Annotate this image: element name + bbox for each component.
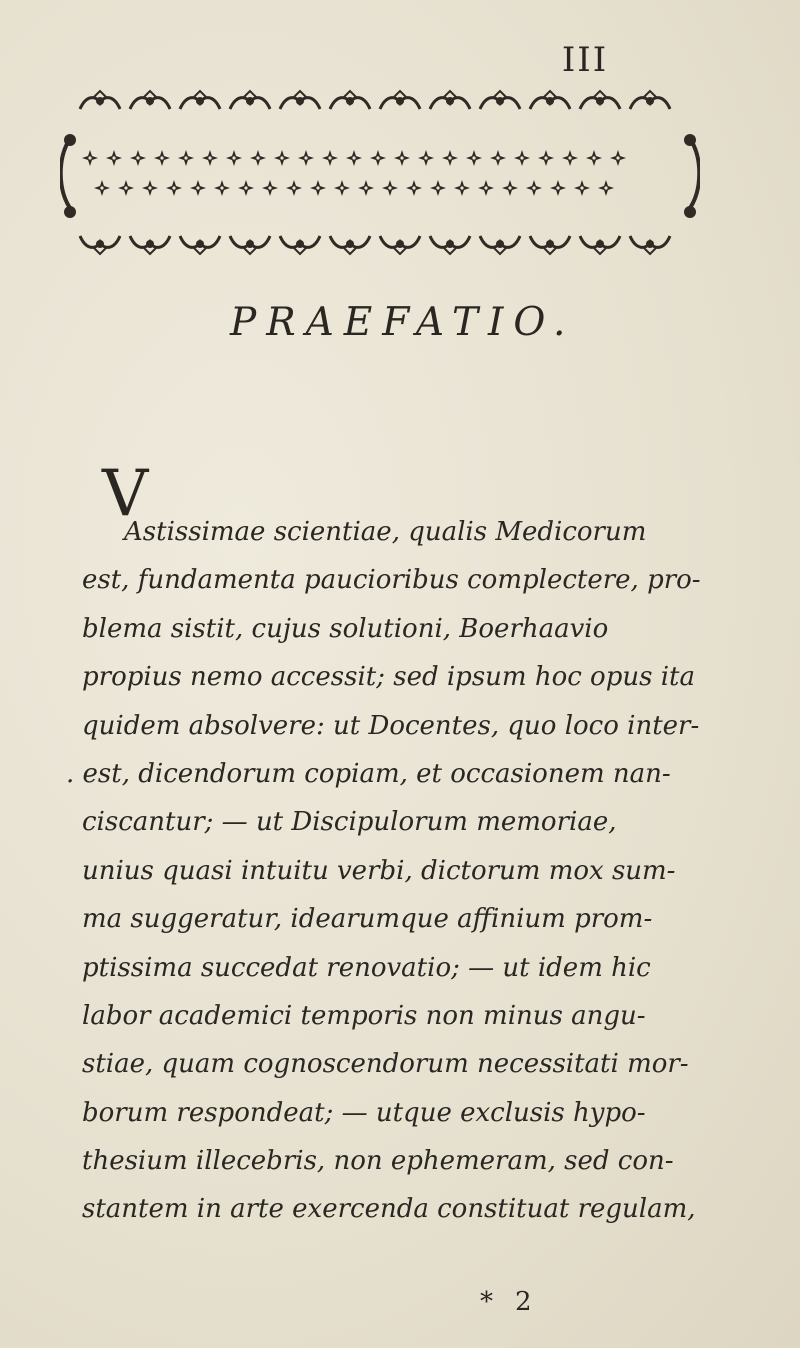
text-line: propius nemo accessit; sed ipsum hoc opus ita — [82, 662, 695, 693]
text-line: labor academici temporis non minus angu- — [82, 1000, 646, 1031]
signature-asterisk: * — [480, 1287, 493, 1317]
floral-headpiece-icon — [60, 80, 700, 310]
signature-number: 2 — [515, 1287, 532, 1317]
preface-text — [66, 508, 732, 1234]
text-line: ma suggeratur, idearumque affinium prom- — [82, 904, 653, 935]
text-line: ptissima succedat renovatio; — ut idem hic — [82, 952, 651, 983]
text-line: est, fundamenta paucioribus complectere, pro- — [82, 565, 701, 596]
signature-mark — [480, 1287, 532, 1317]
text-line: stantem in arte exercenda constituat regulam, — [82, 1194, 696, 1225]
text-line: unius quasi intuitu verbi, dictorum mox sum- — [82, 855, 676, 886]
page-number: III — [561, 40, 609, 80]
text-line: borum respondeat; — utque exclusis hypo- — [82, 1097, 646, 1128]
text-line: ciscantur; — ut Discipulorum memoriae, — [82, 807, 617, 838]
drop-cap: V — [102, 457, 149, 531]
text-line: . est, dicendorum copiam, et occasionem nan- — [66, 758, 671, 789]
text-line: stiae, quam cognoscendorum necessitati mor- — [82, 1049, 689, 1080]
page-title: PRAEFATIO. — [230, 300, 576, 345]
text-line: Astissimae scientiae, qualis Medicorum — [124, 517, 647, 547]
text-line: blema sistit, cujus solutioni, Boerhaavio — [82, 613, 609, 644]
text-line: thesium illecebris, non ephemeram, sed con- — [82, 1146, 674, 1177]
text-line: quidem absolvere: ut Docentes, quo loco inter- — [82, 710, 700, 741]
